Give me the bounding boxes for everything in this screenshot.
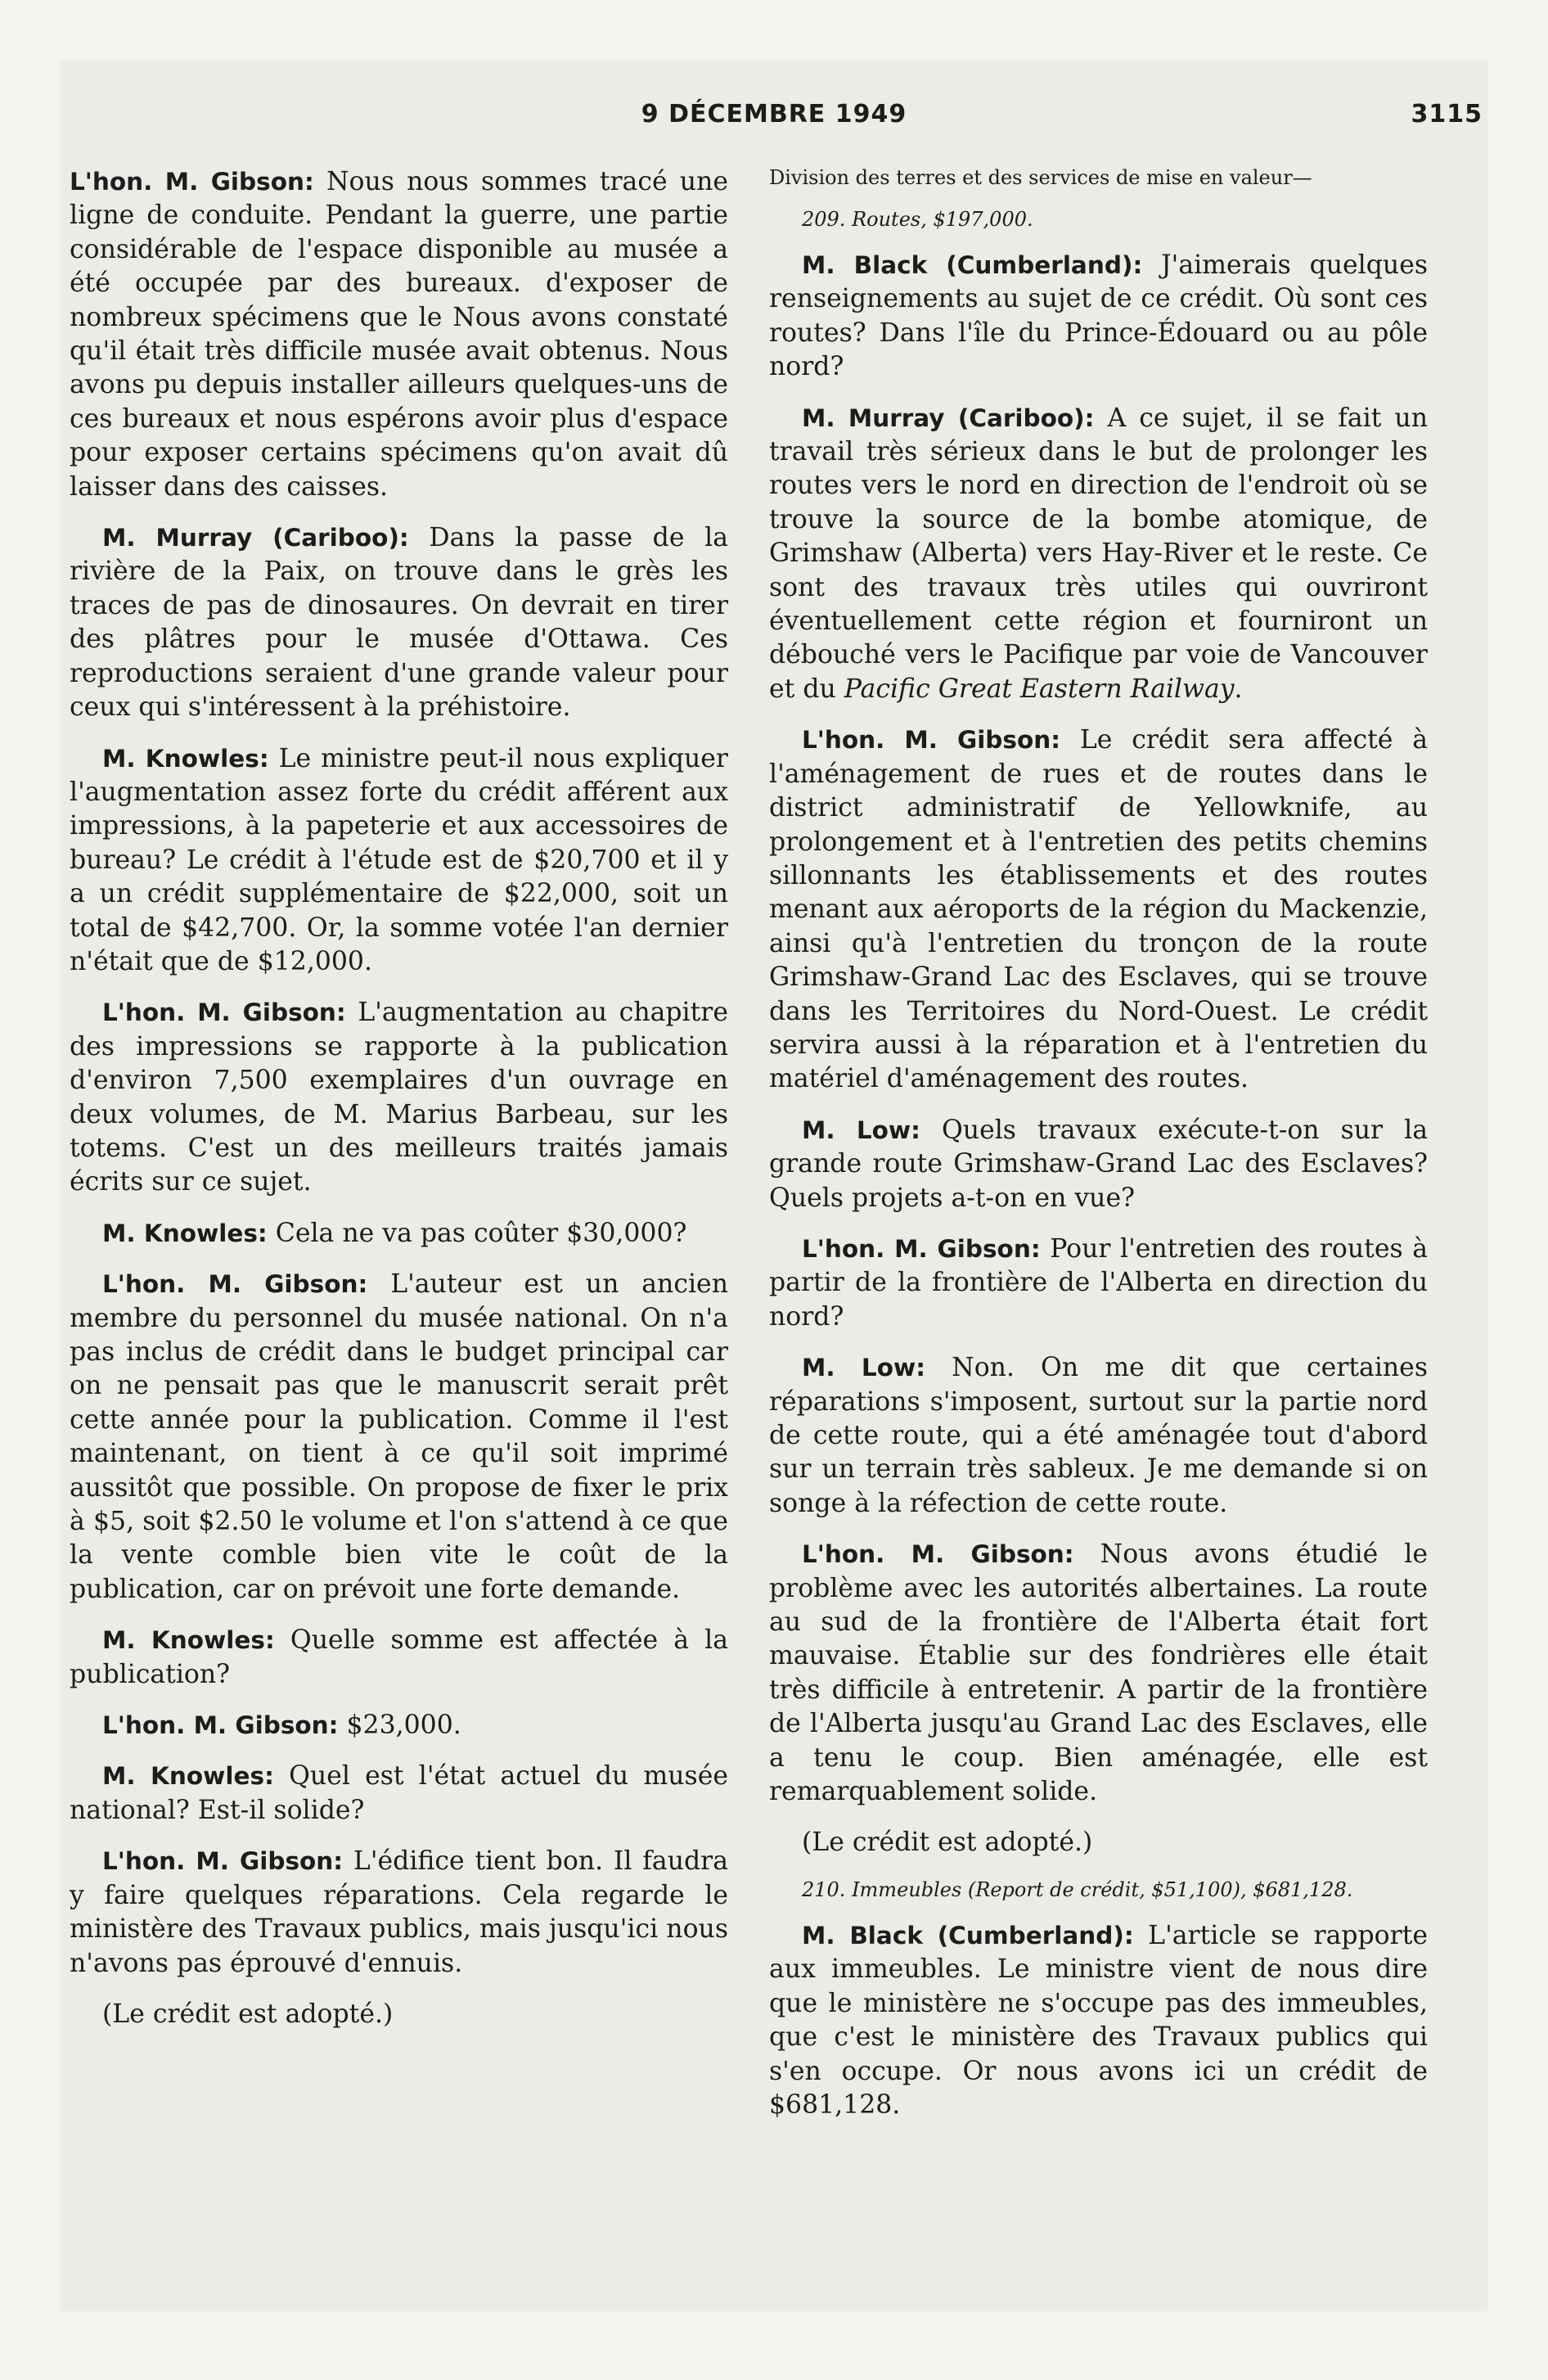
speech-text: L'article se rapporte aux immeubles. Le ministre vient de nous dire que le ministère ne s'occupe pas des immeubles, que c'est le ministère des Travaux publics qui s'en occupe. Or nous avons ici un crédit de $681,128.	[769, 1920, 1428, 2120]
paragraph	[769, 1919, 1428, 2122]
speaker-name: L'hon. M. Gibson:	[102, 998, 346, 1027]
speech-text: Nous avons étudié le problème avec les autorités albertaines. La route au sud de la frontière de l'Alberta était fort mauvaise. Établie sur des fondrières elle était très difficile à entretenir. A partir de la frontière de l'Alberta jusqu'au Grand Lac des Esclaves, elle a tenu le coup. Bien aménagée, elle est remarquablement solide.	[769, 1539, 1428, 1807]
speech-text: Quel est l'état actuel du musée national? Est-il solide?	[70, 1761, 728, 1825]
speech-text: L'auteur est un ancien membre du personnel du musée national. On n'a pas inclus de crédit dans le budget principal car on ne pensait pas que le manuscrit serait prêt cette année pour la publication. Comme il l'est maintenant, on tient à ce qu'il soit imprimé aussitôt que possible. On propose de fixer le prix à $5, soit $2.50 le volume et l'on s'attend à ce que la vente comble bien vite le coût de la publication, car on prévoit une forte demande.	[70, 1269, 728, 1604]
speaker-name: M. Knowles:	[102, 1762, 274, 1791]
adopted-note	[70, 1998, 728, 2031]
speaker-name: L'hon. M. Gibson:	[802, 726, 1061, 755]
speaker-name: M. Low:	[802, 1116, 920, 1144]
speaker-name: L'hon. M. Gibson:	[102, 1847, 344, 1876]
speech-text: Cela ne va pas coûter $30,000?	[267, 1218, 687, 1248]
header-date: 9 DÉCEMBRE 1949	[641, 100, 907, 128]
speech-tail: .	[1234, 674, 1243, 704]
speech-text: Le ministre peut-il nous expliquer l'augmentation assez forte du crédit afférent aux impressions, à la papeterie et aux accessoires de bureau? Le crédit à l'étude est de $20,700 et il y a un crédit supplémentaire de $22,000, soit un total de $42,700. Or, la somme votée l'an dernier n'était que de $12,000.	[70, 743, 728, 976]
speaker-name: L'hon. M. Gibson:	[802, 1540, 1074, 1569]
paragraph	[769, 1114, 1428, 1215]
speaker-name: L'hon. M. Gibson:	[802, 1234, 1041, 1263]
budget-item-209: 209. Routes, $197,000.	[802, 208, 1033, 231]
paragraph	[70, 996, 728, 1199]
speech-text: A ce sujet, il se fait un travail très sérieux dans le but de prolonger les routes vers le nord en direction de l'endroit où se trouve la source de la bombe atomique, de Grimshaw (Alberta) vers Hay-River et le reste. Ce sont des travaux très utiles qui ouvriront éventuellement cette région et fourniront un débouché vers le Pacifique par voie de Vancouver et du	[769, 403, 1428, 704]
speech-text: Quels travaux exécute-t-on sur la grande route Grimshaw-Grand Lac des Esclaves? Quels projets a-t-on en vue?	[769, 1115, 1428, 1213]
page-number: 3115	[1411, 100, 1483, 128]
speech-text: $23,000.	[338, 1711, 461, 1741]
paragraph	[70, 1217, 728, 1251]
paragraph	[70, 1624, 728, 1692]
division-heading: Division des terres et des services de mise en valeur—	[769, 166, 1312, 189]
adopted-note: (Le crédit est adopté.)	[802, 1828, 1093, 1858]
paragraph	[769, 1538, 1428, 1809]
speech-text: L'édifice tient bon. Il faudra y faire quelques réparations. Cela regarde le ministère des Travaux publics, mais jusqu'ici nous n'avons pas éprouvé d'ennuis.	[70, 1846, 728, 1978]
speaker-name: L'hon. M. Gibson:	[102, 1270, 368, 1299]
speech-text: Le crédit sera affecté à l'aménagement de rues et de routes dans le district administratif de Yellowknife, au prolongement et à l'entretien des petits chemins sillonnants les établissements et des routes menant aux aéroports de la région du Mackenzie, ainsi qu'à l'entretien du tronçon de la route Grimshaw-Grand Lac des Esclaves, qui se trouve dans les Territoires du Nord-Ouest. Le crédit servira aussi à la réparation et à l'entretien du matériel d'aménagement des routes.	[769, 725, 1428, 1094]
speech-text: Dans la passe de la rivière de la Paix, on trouve dans le grès les traces de pas de dinosaures. On devrait en tirer des plâtres pour le musée d'Ottawa. Ces reproductions seraient d'une grande valeur pour ceux qui s'intéressent à la préhistoire.	[70, 523, 728, 723]
paragraph	[70, 1845, 728, 1981]
paragraph	[70, 165, 728, 504]
speech-text: L'augmentation au chapitre des impressions se rapporte à la publication d'environ 7,500 exemplaires d'un ouvrage en deux volumes, de M. Marius Barbeau, sur les totems. C'est un des meilleurs traités jamais écrits sur ce sujet.	[70, 998, 728, 1197]
speech-text: J'aimerais quelques renseignements au sujet de ce crédit. Où sont ces routes? Dans l'île du Prince-Édouard ou au pôle nord?	[769, 250, 1428, 382]
speaker-name: M. Knowles:	[102, 744, 269, 773]
speaker-name: L'hon. M. Gibson:	[70, 168, 314, 196]
note-text: (Le crédit est adopté.)	[102, 1999, 394, 2029]
budget-item-210: 210. Immeubles (Report de crédit, $51,100), $681,128.	[802, 1877, 1353, 1901]
paragraph	[70, 521, 728, 724]
speaker-name: M. Knowles:	[102, 1219, 268, 1247]
speech-text: Quelle somme est affectée à la publication?	[70, 1625, 728, 1689]
paragraph	[70, 1709, 728, 1742]
left-column	[70, 165, 728, 2049]
paragraph	[769, 1351, 1428, 1521]
paragraph	[769, 1233, 1428, 1334]
right-column	[769, 165, 1428, 2139]
page-header	[65, 100, 1483, 149]
paragraph	[70, 1268, 728, 1607]
speaker-name: M. Knowles:	[102, 1626, 275, 1655]
speech-text: Non. On me dit que certaines réparations s'imposent, surtout sur la partie nord de cette route, qui a été aménagée tout d'abord sur un terrain très sableux. Je me demande si on songe à la réfection de cette route.	[769, 1353, 1428, 1518]
speaker-name: M. Murray (Cariboo):	[102, 524, 409, 552]
speech-text: Nous nous sommes tracé une ligne de conduite. Pendant la guerre, une partie considérable de l'espace disponible au musée a été occupée par des bureaux. d'exposer de nombreux spécimens que le Nous avons constaté qu'il était très difficile musée avait obtenus. Nous avons pu depuis installer ailleurs quelques-uns de ces bureaux et nous espérons avoir plus d'espace pour exposer certains spécimens qu'on avait dû laisser dans des caisses.	[70, 167, 728, 502]
speaker-name: M. Black (Cumberland):	[802, 251, 1143, 279]
paragraph	[769, 402, 1428, 707]
speaker-name: L'hon. M. Gibson:	[102, 1711, 339, 1740]
paragraph	[70, 1760, 728, 1828]
railway-name: Pacific Great Eastern Railway	[844, 674, 1235, 704]
paragraph	[769, 249, 1428, 385]
speaker-name: M. Black (Cumberland):	[802, 1921, 1134, 1950]
paragraph	[70, 742, 728, 980]
paragraph	[769, 723, 1428, 1096]
speaker-name: M. Low:	[802, 1354, 926, 1382]
speech-text: Pour l'entretien des routes à partir de la frontière de l'Alberta en direction du nord?	[769, 1233, 1428, 1332]
speaker-name: M. Murray (Cariboo):	[802, 403, 1095, 432]
